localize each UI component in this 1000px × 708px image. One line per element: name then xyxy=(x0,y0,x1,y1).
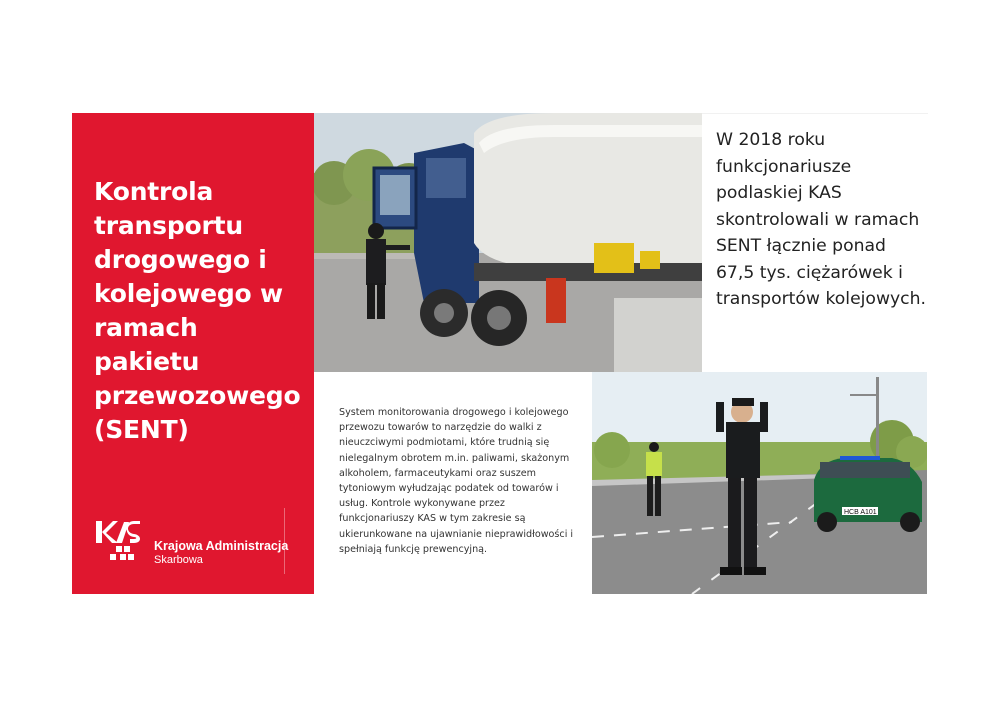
logo-text-line1: Krajowa Administracja xyxy=(154,539,289,553)
logo-text-line2: Skarbowa xyxy=(154,554,203,566)
kas-logo xyxy=(96,518,289,566)
truck-inspection-photo xyxy=(314,113,702,372)
police-car-plate: HCB A101 xyxy=(844,509,877,516)
top-divider xyxy=(702,113,928,114)
statistics-text: W 2018 roku funkcjonariusze podlaskiej KAS skontrolowali w ramach SENT łącznie ponad 67,5 tys. ciężarówek i transportów kolejowych. xyxy=(716,130,926,309)
roadside-control-photo xyxy=(592,372,927,594)
kas-logo-mark-icon xyxy=(96,518,150,564)
page-title: Kontrola transportu drogowego i kolejowego w ramach pakietu przewozowego (SENT) xyxy=(94,177,301,444)
logo-divider xyxy=(284,508,285,574)
description-text: System monitorowania drogowego i kolejowego przewozu towarów to narzędzie do walki z nieuczciwymi podmiotami, które trudnią się nielegalnym obrotem m.in. paliwami, skażonym alkoholem, farmaceutykami oraz suszem tytoniowym wyłudzając podatek od towarów i usług. Kontrole wykonywane przez funkcjonariuszy KAS w tym zakresie są ukierunkowane na ujawnianie nieprawidłowości i spełniają funkcję prewencyjną. xyxy=(339,407,574,555)
